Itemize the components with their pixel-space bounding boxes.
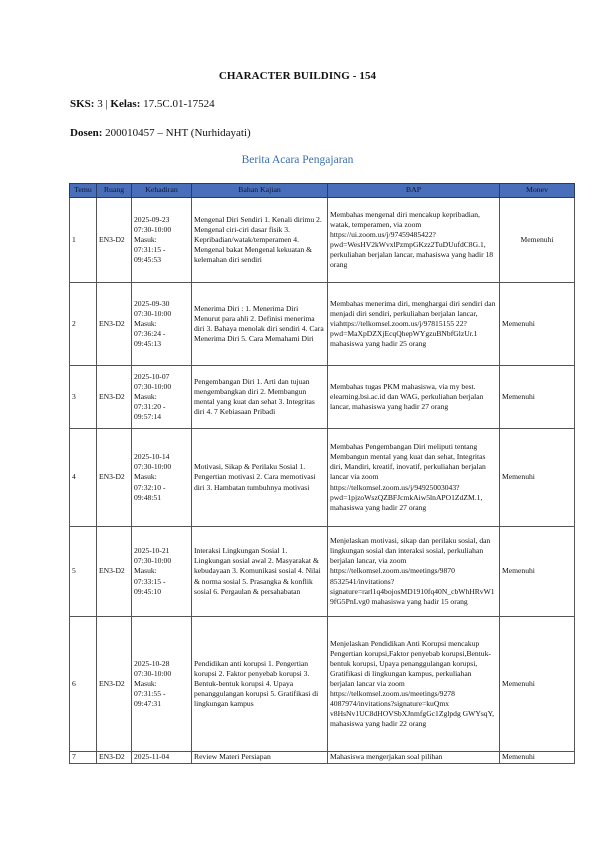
cell-ruang: EN3-D2 [97, 198, 132, 283]
cell-kehadiran [132, 198, 192, 283]
cell-bahan-kajian: Pendidikan anti korupsi 1. Pengertian korupsi 2. Faktor penyebab korupsi 3. Bentuk-bentuk korupsi 4. Upaya penanggulangan korupsi 5. Gratifikasi di lingkungan kampus [192, 617, 328, 752]
cell-bahan-kajian: Menerima Diri : 1. Menerima Diri Menurut para ahli 2. Definisi menerima diri 3. Bahaya menolak diri sendiri 4. Cara Menerima Diri 5. Cara Memahami Diri [192, 283, 328, 366]
cell-bap: Membahas Pengembangan Diri meliputi tentang Membangun mental yang kuat dan sehat, Integritas diri, Mandiri, kreatif, inovatif, perkuliahan berjalan lancar via zoom https://telkomsel.zoom.us/j/94925003043?pwd=1pjzoWszQZBFJcmkAiw5lnAPO1ZdZM.1, mahasiswa yang hadir 27 orang [328, 429, 500, 527]
cell-ruang: EN3-D2 [97, 617, 132, 752]
kehadiran-line: Masuk: [134, 234, 157, 244]
cell-temu: 7 [70, 752, 97, 764]
kehadiran-line: 09:45:53 [134, 255, 162, 265]
sks-value: 3 | [97, 98, 108, 110]
cell-monev: Memenuhi [500, 617, 575, 752]
cell-temu: 5 [70, 527, 97, 617]
document-title: CHARACTER BUILDING - 154 [218, 70, 377, 82]
kelas-label: Kelas: [110, 98, 141, 110]
cell-bap: Menjelaskan Pendidikan Anti Korupsi mencakup Pengertian korupsi,Faktor penyebab korupsi,Bentuk-bentuk korupsi, Upaya penanggulangan korupsi, Gratifikasi di lingkungan kampus, perkuliahan berjalan lancar via zoom https://telkomsel.zoom.us/meetings/9278 4087974/invitations?signature=kuQmx v8HsNv1UC8dHOVSbXJnmfgGc1Zglpdg GWYsqY, mahasiswa yang hadir 22 orang [328, 617, 500, 752]
table-header-row [70, 184, 575, 198]
dosen-value: 200010457 – NHT (Nurhidayati) [105, 127, 251, 139]
kehadiran-line: 09:45:10 [134, 586, 162, 596]
cell-bahan-kajian: Motivasi, Sikap & Perilaku Sosial 1. Pengertian motivasi 2. Cara memotivasi diri 3. Hambatan tumbuhnya motivasi [192, 429, 328, 527]
table-row [70, 527, 575, 617]
cell-monev: Memenuhi [500, 198, 575, 283]
table-row [70, 198, 575, 283]
kehadiran-line: 09:45:13 [134, 339, 162, 349]
kehadiran-line: 07:31:55 - [134, 689, 166, 698]
column-header-temu: Temu [70, 184, 97, 198]
cell-kehadiran [132, 527, 192, 617]
kehadiran-line: 07:30-10:00 [134, 668, 172, 678]
kehadiran-line: Masuk: [134, 391, 157, 401]
section-title: Berita Acara Pengajaran [241, 154, 354, 166]
course-meta [70, 98, 215, 110]
kehadiran-line: 2025-09-23 [134, 214, 170, 224]
cell-ruang: EN3-D2 [97, 283, 132, 366]
kehadiran-line: 07:30-10:00 [134, 224, 172, 234]
table-row [70, 283, 575, 366]
kehadiran-line: 09:57:14 [134, 412, 162, 422]
table-row [70, 617, 575, 752]
kehadiran-line: Masuk: [134, 318, 157, 328]
kehadiran-line: 2025-09-30 [134, 298, 170, 308]
kehadiran-line: 07:36:24 - [134, 329, 166, 338]
kehadiran-line: 07:31:15 - [134, 245, 166, 254]
kehadiran-line: 2025-10-21 [134, 546, 170, 556]
table-row [70, 752, 575, 764]
column-header-bahan-kajian: Bahan Kajian [192, 184, 328, 198]
column-header-ruang: Ruang [97, 184, 132, 198]
cell-bap: Mahasiswa mengerjakan soal pilihan [328, 752, 500, 764]
cell-monev: Memenuhi [500, 366, 575, 429]
kehadiran-line: Masuk: [134, 678, 157, 688]
cell-temu: 3 [70, 366, 97, 429]
cell-kehadiran [132, 366, 192, 429]
cell-kehadiran [132, 283, 192, 366]
kehadiran-line: Masuk: [134, 566, 157, 576]
cell-bap: Membahas tugas PKM mahasiswa, via my best. elearning.bsi.ac.id dan WAG, perkuliahan berjalan lancar, mahasiswa yang hadir 27 orang [328, 366, 500, 429]
sks-label: SKS: [70, 98, 95, 110]
kehadiran-line: 07:31:20 - [134, 402, 166, 411]
column-header-kehadiran: Kehadiran [132, 184, 192, 198]
cell-temu: 2 [70, 283, 97, 366]
lecturer-meta [70, 127, 251, 139]
kehadiran-line: 07:30-10:00 [134, 556, 172, 566]
column-header-bap: BAP [328, 184, 500, 198]
cell-bahan-kajian: Interaksi Lingkungan Sosial 1. Lingkungan sosial awal 2. Masyarakat & kebudayaan 3. Komunikasi sosial 4. Nilai & norma sosial 5. Prasangka & konflik sosial 6. Pergaulan & persahabatan [192, 527, 328, 617]
kehadiran-line: 09:48:51 [134, 492, 162, 502]
cell-bap: Menjelaskan motivasi, sikap dan perilaku sosial, dan lingkungan sosial dan interaksi sosial, perkuliahan berjalan lancar, via zoom https://telkomsel.zoom.us/meetings/9870 8532541/invitations?signature=rarl1q4bojosMD1910fq40N_cbWhHRvW19fG5PnLvg0 mahasiswa yang hadir 15 orang [328, 527, 500, 617]
cell-monev: Memenuhi [500, 527, 575, 617]
cell-monev: Memenuhi [500, 283, 575, 366]
cell-ruang: EN3-D2 [97, 366, 132, 429]
cell-bahan-kajian: Mengenal Diri Sendiri 1. Kenali dirimu 2. Mengenal ciri-ciri dasar fisik 3. Kepribadian/watak/temperamen 4. Mengenal bakat Mengenal kekuatan & kelemahan diri sendiri [192, 198, 328, 283]
cell-bahan-kajian: Pengembangan Diri 1. Arti dan tujuan mengembangkan diri 2. Membangun mental yang kuat dan sehat 3. Integritas diri 4. 7 Kebiasaan Pribadi [192, 366, 328, 429]
column-header-monev: Monev [500, 184, 575, 198]
kehadiran-line: 2025-10-14 [134, 452, 170, 462]
cell-temu: 1 [70, 198, 97, 283]
kehadiran-line: 09:47:31 [134, 699, 162, 709]
cell-bap: Membahas mengenal diri mencakup kepribadian, watak, temperamen, via zoom https://ui.zoom.us/j/97459485422?pwd=WesHV2kWvxlPzmpGKzz2TuDUufdC8G.1, perkuliahan berjalan lancar, mahasiswa yang hadir 18 orang [328, 198, 500, 283]
kehadiran-line: 2025-11-04 [134, 752, 170, 762]
cell-bahan-kajian: Review Materi Persiapan [192, 752, 328, 764]
table-row [70, 429, 575, 527]
cell-monev: Memenuhi [500, 429, 575, 527]
cell-kehadiran [132, 617, 192, 752]
cell-temu: 6 [70, 617, 97, 752]
cell-ruang: EN3-D2 [97, 752, 132, 764]
table-row [70, 366, 575, 429]
cell-monev: Memenuhi [500, 752, 575, 764]
bap-table [69, 183, 575, 764]
kehadiran-line: 07:33:15 - [134, 576, 166, 586]
kehadiran-line: Masuk: [134, 472, 157, 482]
dosen-label: Dosen: [70, 127, 103, 139]
kehadiran-line: 07:30-10:00 [134, 462, 172, 472]
kehadiran-line: 07:30-10:00 [134, 308, 172, 318]
cell-ruang: EN3-D2 [97, 429, 132, 527]
kehadiran-line: 2025-10-07 [134, 371, 170, 381]
kelas-value: 17.5C.01-17524 [143, 98, 215, 110]
cell-kehadiran [132, 429, 192, 527]
kehadiran-line: 07:32:10 - [134, 482, 166, 492]
cell-bap: Membahas menerima diri, menghargai diri sendiri dan menjadi diri sendiri, perkuliahan berjalan lancar, viahttps://telkomsel.zoom.us/j/97815155 22?pwd=MaXpDZXjEcqQhepWYgzuBNbfGlzUr.1 mahasiswa yang hadir 25 orang [328, 283, 500, 366]
kehadiran-line: 2025-10-28 [134, 658, 170, 668]
kehadiran-line: 07:30-10:00 [134, 381, 172, 391]
cell-ruang: EN3-D2 [97, 527, 132, 617]
cell-temu: 4 [70, 429, 97, 527]
cell-kehadiran [132, 752, 192, 764]
